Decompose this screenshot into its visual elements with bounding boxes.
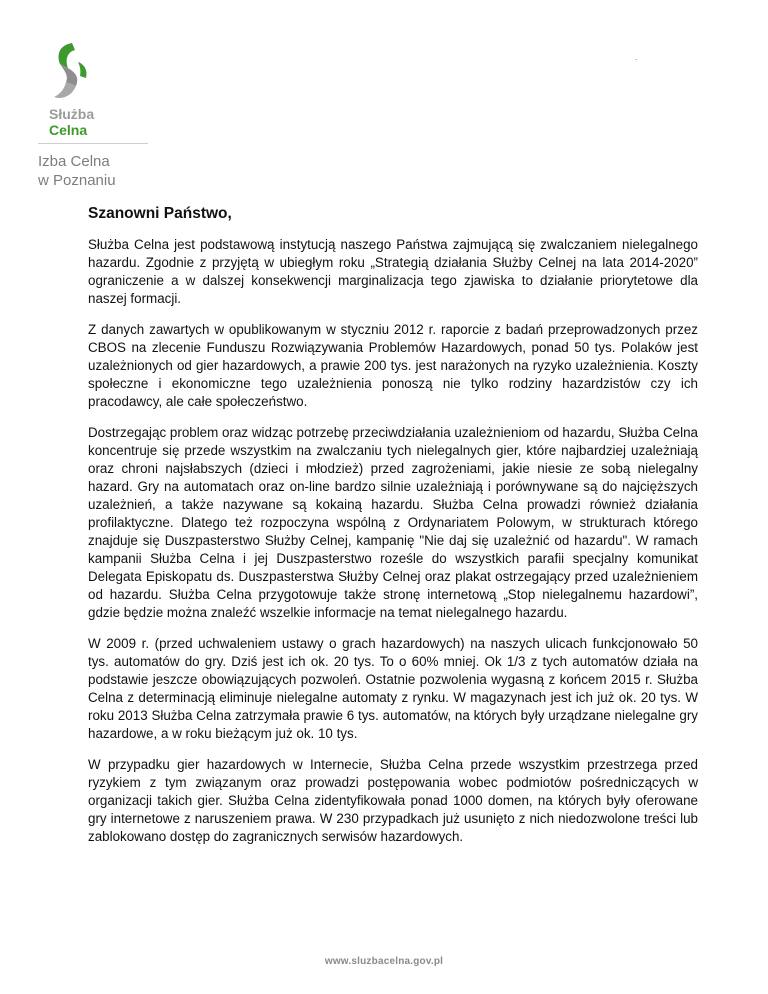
paragraph-1: Służba Celna jest podstawową instytucją naszego Państwa zajmującą się zwalczaniem nielegalnego hazardu. Zgodnie z przyjętą w ubiegłym roku „Strategią działania Służby Celnej na lata 2014-2020” ograniczenie a w dalszej konsekwencji marginalizacja tego zjawiska to działanie priorytetowe dla naszej formacji.	[88, 237, 698, 306]
brand-line-2: Celna	[49, 122, 88, 138]
chamber-line-1: Izba Celna	[38, 153, 110, 170]
chamber-name	[38, 152, 116, 190]
paragraph-5: W przypadku gier hazardowych w Internecie, Służba Celna przede wszystkim przestrzega przed ryzykiem z tym związanym oraz prowadzi postępowania wobec podmiotów pośredniczących w organizacji takich gier. Służba Celna zidentyfikowała ponad 1000 domen, na których były oferowane gry internetowe z naruszeniem prawa. W 230 przypadkach już usunięto z nich niedozwolone treści lub zablokowano dostęp do zagranicznych serwisów hazardowych.	[88, 757, 698, 844]
salutation: Szanowni Państwo,	[88, 205, 232, 222]
letter-body	[88, 205, 698, 859]
brand-line-1: Służba	[49, 106, 95, 122]
sluzba-celna-logo-icon	[48, 42, 92, 104]
paragraph-4: W 2009 r. (przed uchwaleniem ustawy o grach hazardowych) na naszych ulicach funkcjonowało 50 tys. automatów do gry. Dziś jest ich ok. 20 tys. To o 60% mniej. Ok 1/3 z tych automatów działa na podstawie jeszcze obowiązujących pozwoleń. Ostatnie pozwolenia wygasną z końcem 2015 r. Służba Celna z determinacją eliminuje nielegalne automaty z rynku. W magazynach jest ich już ok. 20 tys. W roku 2013 Służba Celna zatrzymała prawie 6 tys. automatów, na których były urządzane nielegalne gry hazardowe, a w roku bieżącym już ok. 10 tys.	[88, 636, 698, 741]
paragraph-3: Dostrzegając problem oraz widząc potrzebę przeciwdziałania uzależnieniom od hazardu, Służba Celna koncentruje się przede wszystkim na zwalczaniu tych nielegalnych gier, które najbardziej uzależniają oraz chroni najsłabszych (dzieci i młodzież) przed zagrożeniami, jakie niesie ze sobą nielegalny hazard. Gry na automatach oraz on-line bardzo silnie uzależniają i porównywane są do najcięższych uzależnień, a także nazywane są kokainą hazardu. Służba Celna prowadzi również działania profilaktyczne. Dlatego też rozpoczyna wspólną z Ordynariatem Polowym, w strukturach którego znajduje się Duszpasterstwo Służby Celnej, kampanię "Nie daj się uzależnić od hazardu". W ramach kampanii Służba Celna i jej Duszpasterstwo roześle do wszystkich parafii specjalny komunikat Delegata Episkopatu ds. Duszpasterstwa Służby Celnej oraz plakat ostrzegający przed uzależnieniem od hazardu. Służba Celna przygotowuje także stronę internetową „Stop nielegalnemu hazardowi”, gdzie będzie można znaleźć wszelkie informacje na temat nielegalnego hazardu.	[88, 425, 698, 620]
logo-green-tick	[78, 62, 87, 78]
corner-mark: .	[635, 52, 638, 62]
logo-green-arc	[59, 43, 76, 68]
brand-name	[49, 106, 94, 138]
paragraph-2: Z danych zawartych w opublikowanym w styczniu 2012 r. raporcie z badań przeprowadzonych przez CBOS na zlecenie Funduszu Rozwiązywania Problemów Hazardowych, ponad 50 tys. Polaków jest uzależnionych od gier hazardowych, a prawie 200 tys. jest narażonych na ryzyko uzależnienia. Koszty społeczne i ekonomiczne tego uzależnienia ponoszą nie tylko rodziny hazardzistów czy ich pracodawcy, ale całe społeczeństwo.	[88, 322, 698, 409]
header-divider	[38, 143, 148, 144]
chamber-line-2: w Poznaniu	[38, 172, 116, 189]
footer-url[interactable]: www.sluzbacelna.gov.pl	[324, 956, 444, 967]
logo-grey-arc-top	[60, 64, 77, 86]
